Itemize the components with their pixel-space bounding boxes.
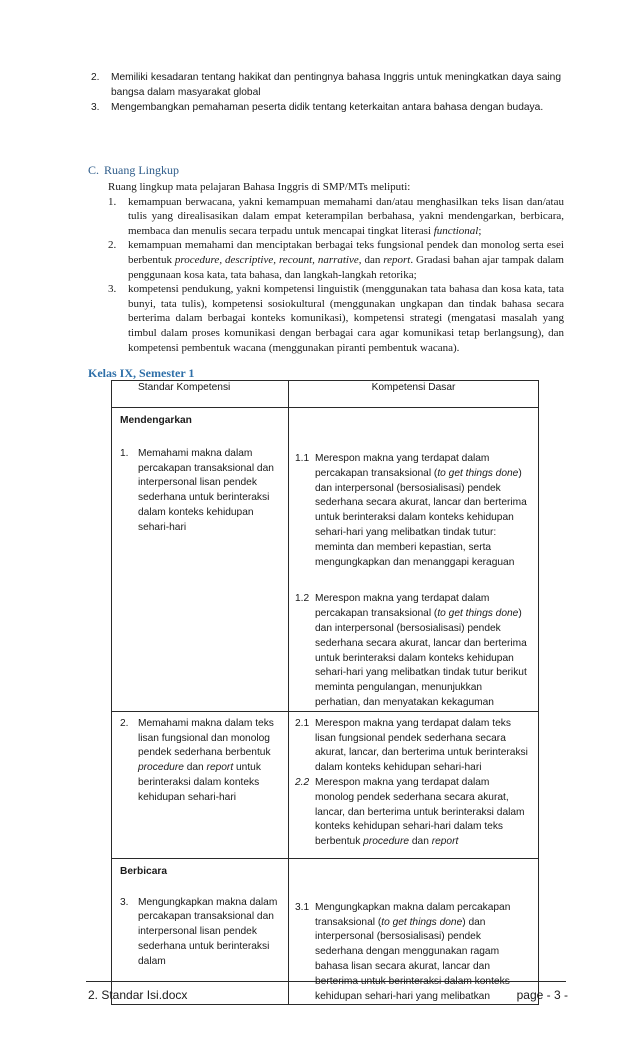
sk-cell <box>112 858 289 1005</box>
kd-number: 2.1 <box>295 717 310 729</box>
tujuan-list <box>91 70 561 115</box>
kd-item <box>289 776 538 850</box>
list-number: 1. <box>108 195 117 208</box>
list-item <box>108 195 564 239</box>
sk-text: Memahami makna dalam percakapan transaksional dan interpersonal lisan pendek sederhana untuk berinteraksi dalam konteks kehidupan sehari-hari <box>138 447 274 533</box>
skill-heading-mendengarkan: Mendengarkan <box>120 415 192 426</box>
list-text: kompetensi pendukung, yakni kompetensi linguistik (menggunakan tata bahasa dan kosa kata, tata bunyi, tata tulis), kompetensi sosiokultural (menggunakan ungkapan dan tindak bahasa secara berterima dalam berbagai konteks komunikasi), kompetensi strategi (mengatasi masalah yang timbul dalam proses komunikasi dengan berbagai cara agar komunikasi tetap berlangsung), dan kompetensi pembentuk wacana (menggunakan piranti pembentuk wacana). <box>128 283 564 354</box>
kd-text: Merespon makna yang terdapat dalam teks lisan fungsional pendek sederhana secara akurat, lancar, dan berterima untuk berinteraksi dalam konteks kehidupan sehari-hari <box>315 717 528 774</box>
sk-item <box>112 717 288 806</box>
punctuation: ; <box>478 224 482 237</box>
list-item <box>108 282 564 355</box>
list-number: 2. <box>108 239 117 252</box>
section-intro: Ruang lingkup mata pelajaran Bahasa Inggris di SMP/MTs meliputi: <box>108 181 411 193</box>
list-number: 3. <box>108 283 117 296</box>
list-text: Memiliki kesadaran tentang hakikat dan pentingnya bahasa Inggris untuk meningkatkan daya saing bangsa dalam masyarakat global <box>111 72 561 98</box>
italic-phrase: to get things done <box>381 916 463 928</box>
sk-number: 3. <box>120 896 129 908</box>
list-item <box>108 238 564 282</box>
italic-report: report <box>206 762 234 774</box>
list-item <box>91 70 561 100</box>
kd-number: 1.1 <box>295 453 310 464</box>
kd-item <box>289 592 538 710</box>
footer-filename: 2. Standar Isi.docx <box>88 988 188 1002</box>
kd-number: 1.2 <box>295 593 310 605</box>
list-text-end: . Gradasi bahan ajar tampak dalam penggunaan kosa kata, tata bahasa, dan langkah-langkah retorika; <box>128 253 564 281</box>
connector-text: dan <box>183 762 207 774</box>
kd-number: 3.1 <box>295 901 310 913</box>
skill-heading-berbicara: Berbicara <box>120 865 168 877</box>
header-standar-kompetensi: Standar Kompetensi <box>112 381 289 408</box>
ruang-lingkup-body <box>108 180 564 355</box>
kd-text-end: ) dan interpersonal (bersosialisasi) pendek sederhana secara akurat, lancar dan berterima untuk berinteraksi dalam konteks kehidupan sehari-hari yang melibatkan tindak tutur: meminta dan memberi kepastian, serta mengungkapkan dan menanggapi keraguan <box>315 467 527 568</box>
section-title: Ruang Lingkup <box>104 163 179 177</box>
sk-item <box>112 447 288 536</box>
kd-item <box>289 452 538 570</box>
competency-table <box>111 380 539 1005</box>
kd-text: Merespon makna yang terdapat dalam percakapan transaksional ( <box>315 453 490 479</box>
italic-report: report <box>431 836 459 848</box>
sk-number: 2. <box>120 717 129 729</box>
kd-text-end: ) dan interpersonal (bersosialisasi) pendek sederhana dengan menggunakan ragam bahasa lisan secara akurat, lancar dan berterima untuk berinteraksi dalam konteks kehidupan sehari-hari yang melibatkan <box>315 916 510 1002</box>
sk-cell <box>112 408 289 712</box>
connector-text: , dan <box>358 253 384 266</box>
list-text: kemampuan berwacana, yakni kemampuan memahami dan/atau menghasilkan teks lisan dan/atau tulis yang direalisasikan dalam empat keterampilan berbahasa, yakni mendengarkan, berbicara, membaca dan menulis secara terpadu untuk mencapai tingkat literasi <box>128 195 564 237</box>
list-number: 2. <box>91 72 100 83</box>
italic-phrase: to get things done <box>437 608 519 620</box>
italic-procedure: procedure <box>363 836 410 848</box>
list-number: 3. <box>91 102 100 113</box>
sk-text-end: untuk berinteraksi dalam konteks kehidupan sehari-hari <box>138 762 261 803</box>
connector-text: dan <box>409 836 432 848</box>
list-text: Mengembangkan pemahaman peserta didik tentang keterkaitan antara bahasa dengan budaya. <box>111 102 544 113</box>
kd-text-end: ) dan interpersonal (bersosialisasi) pendek sederhana secara akurat, lancar dan berterima untuk berinteraksi dalam konteks kehidupan sehari-hari yang melibatkan tindak tutur berikut meminta pengulangan, menunjukkan perhatian, dan menyatakan kekaguman <box>315 608 527 708</box>
italic-genres: procedure, descriptive, recount, narrative <box>174 253 359 266</box>
sk-text: Mengungkapkan makna dalam percakapan transaksional dan interpersonal lisan pendek sederhana untuk berinteraksi dalam <box>138 896 278 967</box>
list-item <box>91 100 561 115</box>
kd-cell <box>289 408 539 712</box>
section-number: C. <box>88 163 100 177</box>
table-row <box>112 858 539 1005</box>
sk-item <box>112 896 288 970</box>
kd-number: 2.2 <box>295 776 310 788</box>
footer-page-number: page - 3 - <box>516 988 568 1002</box>
sk-number: 1. <box>120 447 129 459</box>
italic-procedure: procedure <box>138 762 184 774</box>
list-text: kemampuan memahami dan menciptakan berbagai teks fungsional pendek dan monolog serta esei berbentuk <box>128 239 564 266</box>
italic-report: report <box>383 253 411 266</box>
kelas-heading: Kelas IX, Semester 1 <box>88 366 195 380</box>
section-heading <box>88 163 179 178</box>
kd-text: Merespon makna yang terdapat dalam percakapan transaksional ( <box>315 593 490 620</box>
kd-cell <box>289 711 539 858</box>
table-row <box>112 408 539 712</box>
kd-item <box>289 717 538 776</box>
kd-item <box>289 901 538 1005</box>
sk-cell <box>112 711 289 858</box>
table-row <box>112 711 539 858</box>
kd-text: Mengungkapkan makna dalam percakapan transaksional ( <box>315 901 511 928</box>
italic-phrase: to get things done <box>437 467 519 479</box>
kd-cell <box>289 858 539 1005</box>
header-kompetensi-dasar: Kompetensi Dasar <box>289 381 539 408</box>
table-header-row <box>112 381 539 408</box>
sk-text: Memahami makna dalam teks lisan fungsional dan monolog pendek sederhana berbentuk <box>138 717 274 759</box>
kd-text: Merespon makna yang terdapat dalam monolog pendek sederhana secara akurat, lancar, dan berterima untuk berinteraksi dalam konteks kehidupan sehari-hari dalam teks berbentuk <box>315 776 525 848</box>
italic-term: functional <box>433 224 479 237</box>
footer-divider <box>86 981 566 982</box>
